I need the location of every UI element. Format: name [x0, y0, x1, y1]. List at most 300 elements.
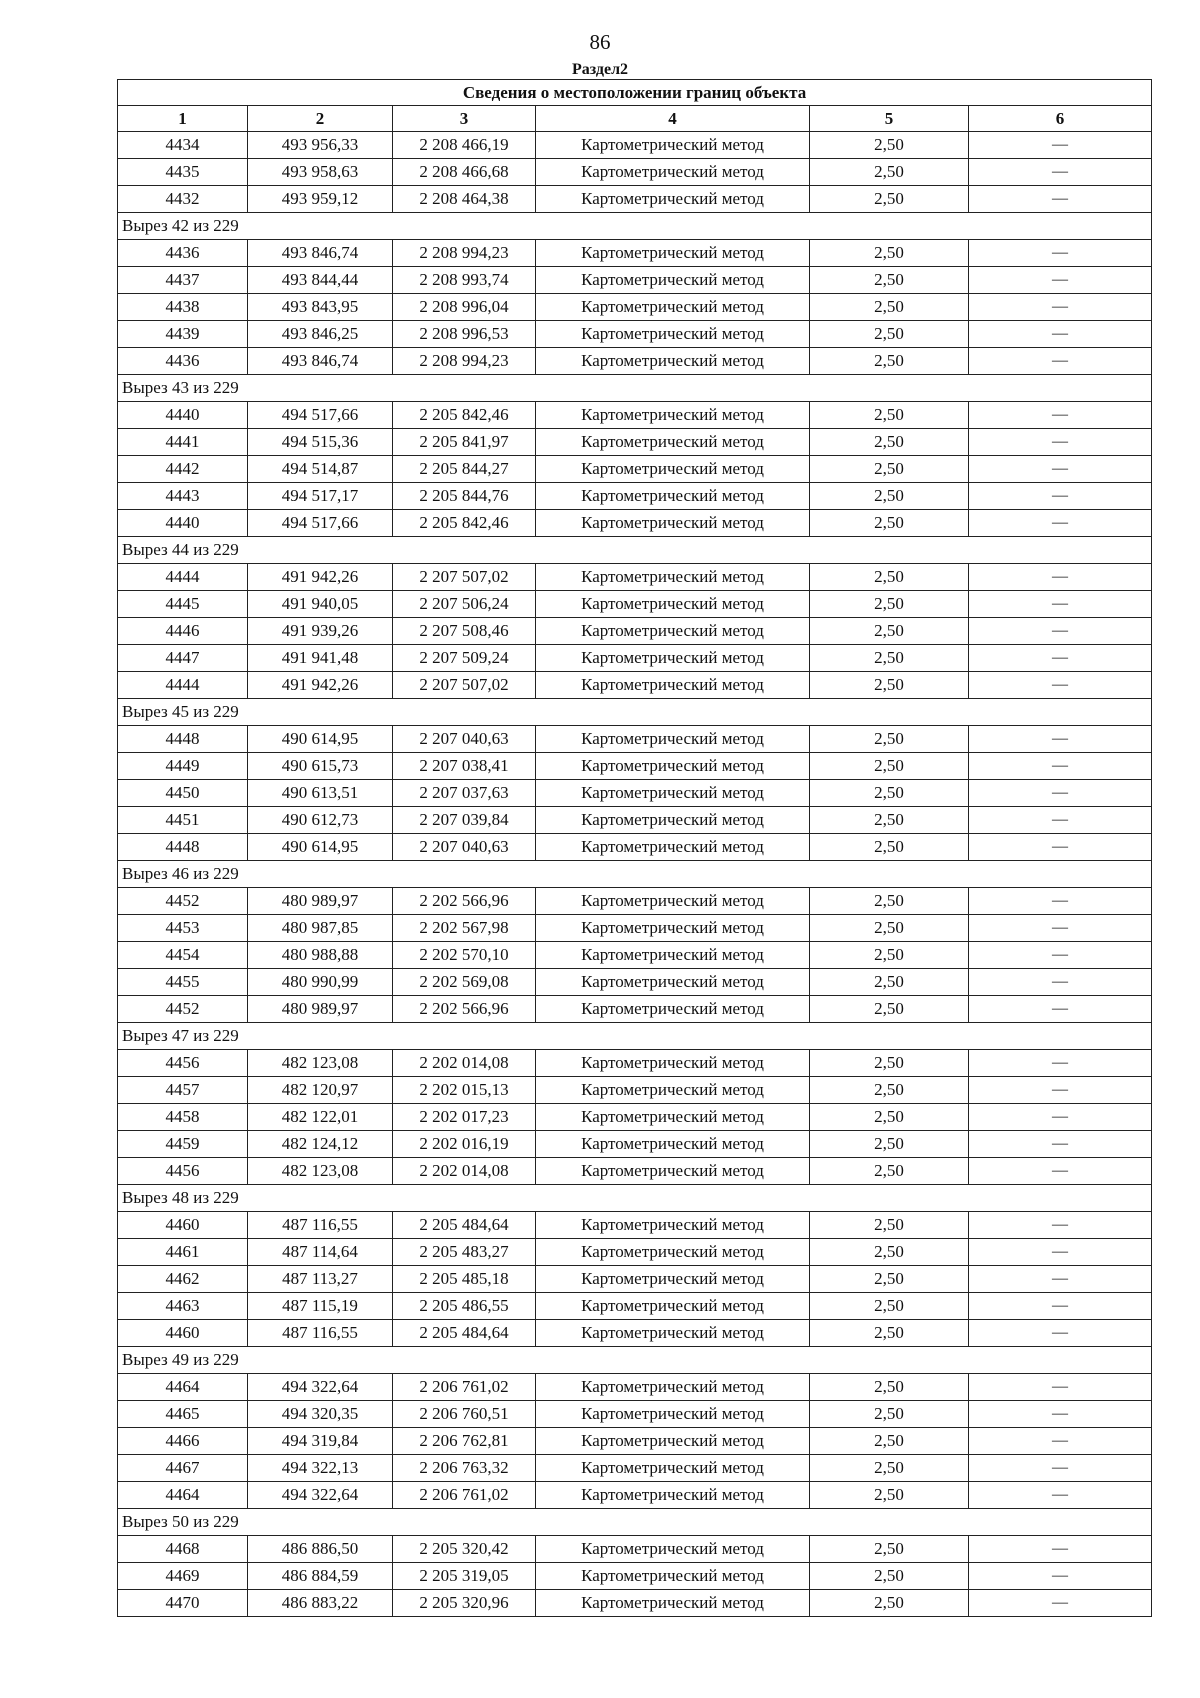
- accuracy-cell: 2,50: [810, 780, 969, 807]
- table-row: [118, 888, 1152, 915]
- description-cell: —: [969, 1050, 1152, 1077]
- x-coordinate-cell: 493 958,63: [248, 159, 393, 186]
- page-number: 86: [589, 30, 611, 54]
- accuracy-cell: 2,50: [810, 402, 969, 429]
- table-row: [118, 483, 1152, 510]
- point-number-cell: 4435: [118, 159, 248, 186]
- method-cell: Картометрический метод: [536, 969, 810, 996]
- point-number-cell: 4460: [118, 1212, 248, 1239]
- group-label: Вырез 49 из 229: [118, 1347, 1152, 1374]
- group-label: Вырез 46 из 229: [118, 861, 1152, 888]
- group-row: [118, 1347, 1152, 1374]
- method-cell: Картометрический метод: [536, 915, 810, 942]
- x-coordinate-cell: 480 990,99: [248, 969, 393, 996]
- x-coordinate-cell: 494 322,13: [248, 1455, 393, 1482]
- y-coordinate-cell: 2 205 484,64: [393, 1320, 536, 1347]
- table-row: [118, 780, 1152, 807]
- point-number-cell: 4443: [118, 483, 248, 510]
- accuracy-cell: 2,50: [810, 456, 969, 483]
- y-coordinate-cell: 2 205 320,42: [393, 1536, 536, 1563]
- method-cell: Картометрический метод: [536, 456, 810, 483]
- method-cell: Картометрический метод: [536, 240, 810, 267]
- accuracy-cell: 2,50: [810, 1158, 969, 1185]
- x-coordinate-cell: 482 120,97: [248, 1077, 393, 1104]
- description-cell: —: [969, 915, 1152, 942]
- x-coordinate-cell: 486 883,22: [248, 1590, 393, 1617]
- table-row: [118, 996, 1152, 1023]
- method-cell: Картометрический метод: [536, 1293, 810, 1320]
- method-cell: Картометрический метод: [536, 1455, 810, 1482]
- accuracy-cell: 2,50: [810, 267, 969, 294]
- y-coordinate-cell: 2 207 509,24: [393, 645, 536, 672]
- description-cell: —: [969, 1428, 1152, 1455]
- x-coordinate-cell: 480 988,88: [248, 942, 393, 969]
- table-row: [118, 834, 1152, 861]
- accuracy-cell: 2,50: [810, 834, 969, 861]
- method-cell: Картометрический метод: [536, 996, 810, 1023]
- point-number-cell: 4436: [118, 240, 248, 267]
- y-coordinate-cell: 2 205 485,18: [393, 1266, 536, 1293]
- description-cell: —: [969, 1266, 1152, 1293]
- x-coordinate-cell: 493 846,74: [248, 348, 393, 375]
- method-cell: Картометрический метод: [536, 1158, 810, 1185]
- description-cell: —: [969, 1293, 1152, 1320]
- group-row: [118, 1509, 1152, 1536]
- method-cell: Картометрический метод: [536, 780, 810, 807]
- x-coordinate-cell: 490 615,73: [248, 753, 393, 780]
- accuracy-cell: 2,50: [810, 1239, 969, 1266]
- method-cell: Картометрический метод: [536, 1212, 810, 1239]
- x-coordinate-cell: 482 122,01: [248, 1104, 393, 1131]
- method-cell: Картометрический метод: [536, 672, 810, 699]
- point-number-cell: 4455: [118, 969, 248, 996]
- point-number-cell: 4460: [118, 1320, 248, 1347]
- table-row: [118, 1293, 1152, 1320]
- group-label: Вырез 47 из 229: [118, 1023, 1152, 1050]
- y-coordinate-cell: 2 202 567,98: [393, 915, 536, 942]
- x-coordinate-cell: 487 114,64: [248, 1239, 393, 1266]
- description-cell: —: [969, 348, 1152, 375]
- point-number-cell: 4468: [118, 1536, 248, 1563]
- x-coordinate-cell: 490 614,95: [248, 726, 393, 753]
- method-cell: Картометрический метод: [536, 402, 810, 429]
- description-cell: —: [969, 1320, 1152, 1347]
- x-coordinate-cell: 493 846,25: [248, 321, 393, 348]
- table-row: [118, 1590, 1152, 1617]
- x-coordinate-cell: 494 517,66: [248, 402, 393, 429]
- y-coordinate-cell: 2 208 996,53: [393, 321, 536, 348]
- description-cell: —: [969, 591, 1152, 618]
- table-row: [118, 1239, 1152, 1266]
- x-coordinate-cell: 480 989,97: [248, 888, 393, 915]
- table-row: [118, 1320, 1152, 1347]
- x-coordinate-cell: 493 956,33: [248, 132, 393, 159]
- x-coordinate-cell: 490 613,51: [248, 780, 393, 807]
- x-coordinate-cell: 487 116,55: [248, 1212, 393, 1239]
- table-row: [118, 1266, 1152, 1293]
- table-row: [118, 132, 1152, 159]
- method-cell: Картометрический метод: [536, 1050, 810, 1077]
- table-row: [118, 1401, 1152, 1428]
- y-coordinate-cell: 2 208 466,19: [393, 132, 536, 159]
- accuracy-cell: 2,50: [810, 1050, 969, 1077]
- y-coordinate-cell: 2 207 506,24: [393, 591, 536, 618]
- group-row: [118, 1185, 1152, 1212]
- point-number-cell: 4454: [118, 942, 248, 969]
- point-number-cell: 4436: [118, 348, 248, 375]
- x-coordinate-cell: 494 319,84: [248, 1428, 393, 1455]
- method-cell: Картометрический метод: [536, 1077, 810, 1104]
- method-cell: Картометрический метод: [536, 807, 810, 834]
- point-number-cell: 4444: [118, 564, 248, 591]
- y-coordinate-cell: 2 205 484,64: [393, 1212, 536, 1239]
- table-row: [118, 1050, 1152, 1077]
- accuracy-cell: 2,50: [810, 1104, 969, 1131]
- point-number-cell: 4463: [118, 1293, 248, 1320]
- table-row: [118, 915, 1152, 942]
- method-cell: Картометрический метод: [536, 186, 810, 213]
- description-cell: —: [969, 1131, 1152, 1158]
- point-number-cell: 4447: [118, 645, 248, 672]
- method-cell: Картометрический метод: [536, 1104, 810, 1131]
- accuracy-cell: 2,50: [810, 1455, 969, 1482]
- table-row: [118, 969, 1152, 996]
- accuracy-cell: 2,50: [810, 807, 969, 834]
- y-coordinate-cell: 2 205 844,27: [393, 456, 536, 483]
- column-header: 1: [118, 106, 248, 132]
- y-coordinate-cell: 2 202 017,23: [393, 1104, 536, 1131]
- column-header: 5: [810, 106, 969, 132]
- group-row: [118, 213, 1152, 240]
- group-label: Вырез 44 из 229: [118, 537, 1152, 564]
- table-row: [118, 294, 1152, 321]
- table-row: [118, 267, 1152, 294]
- point-number-cell: 4440: [118, 402, 248, 429]
- description-cell: —: [969, 1590, 1152, 1617]
- description-cell: —: [969, 402, 1152, 429]
- x-coordinate-cell: 494 517,66: [248, 510, 393, 537]
- y-coordinate-cell: 2 202 566,96: [393, 996, 536, 1023]
- table-row: [118, 1482, 1152, 1509]
- group-label: Вырез 42 из 229: [118, 213, 1152, 240]
- section-title: Раздел2: [571, 61, 629, 78]
- method-cell: Картометрический метод: [536, 618, 810, 645]
- point-number-cell: 4440: [118, 510, 248, 537]
- point-number-cell: 4464: [118, 1374, 248, 1401]
- description-cell: —: [969, 186, 1152, 213]
- table-row: [118, 1212, 1152, 1239]
- description-cell: —: [969, 132, 1152, 159]
- description-cell: —: [969, 996, 1152, 1023]
- point-number-cell: 4449: [118, 753, 248, 780]
- accuracy-cell: 2,50: [810, 1077, 969, 1104]
- description-cell: —: [969, 969, 1152, 996]
- column-header-row: [118, 106, 1152, 132]
- x-coordinate-cell: 487 113,27: [248, 1266, 393, 1293]
- y-coordinate-cell: 2 208 993,74: [393, 267, 536, 294]
- table-row: [118, 942, 1152, 969]
- accuracy-cell: 2,50: [810, 348, 969, 375]
- accuracy-cell: 2,50: [810, 996, 969, 1023]
- accuracy-cell: 2,50: [810, 483, 969, 510]
- point-number-cell: 4469: [118, 1563, 248, 1590]
- accuracy-cell: 2,50: [810, 1563, 969, 1590]
- table-row: [118, 1428, 1152, 1455]
- x-coordinate-cell: 494 322,64: [248, 1482, 393, 1509]
- table-row: [118, 429, 1152, 456]
- x-coordinate-cell: 491 942,26: [248, 672, 393, 699]
- table-row: [118, 753, 1152, 780]
- x-coordinate-cell: 494 514,87: [248, 456, 393, 483]
- accuracy-cell: 2,50: [810, 915, 969, 942]
- x-coordinate-cell: 490 614,95: [248, 834, 393, 861]
- table-row: [118, 321, 1152, 348]
- y-coordinate-cell: 2 206 761,02: [393, 1374, 536, 1401]
- point-number-cell: 4464: [118, 1482, 248, 1509]
- table-row: [118, 1455, 1152, 1482]
- accuracy-cell: 2,50: [810, 1131, 969, 1158]
- x-coordinate-cell: 491 939,26: [248, 618, 393, 645]
- method-cell: Картометрический метод: [536, 1239, 810, 1266]
- accuracy-cell: 2,50: [810, 321, 969, 348]
- y-coordinate-cell: 2 207 040,63: [393, 834, 536, 861]
- column-header: 3: [393, 106, 536, 132]
- y-coordinate-cell: 2 207 508,46: [393, 618, 536, 645]
- description-cell: —: [969, 159, 1152, 186]
- x-coordinate-cell: 490 612,73: [248, 807, 393, 834]
- point-number-cell: 4434: [118, 132, 248, 159]
- description-cell: —: [969, 888, 1152, 915]
- method-cell: Картометрический метод: [536, 888, 810, 915]
- x-coordinate-cell: 486 884,59: [248, 1563, 393, 1590]
- y-coordinate-cell: 2 206 761,02: [393, 1482, 536, 1509]
- x-coordinate-cell: 486 886,50: [248, 1536, 393, 1563]
- point-number-cell: 4446: [118, 618, 248, 645]
- x-coordinate-cell: 482 123,08: [248, 1158, 393, 1185]
- description-cell: —: [969, 240, 1152, 267]
- x-coordinate-cell: 493 844,44: [248, 267, 393, 294]
- x-coordinate-cell: 491 941,48: [248, 645, 393, 672]
- x-coordinate-cell: 493 846,74: [248, 240, 393, 267]
- x-coordinate-cell: 494 515,36: [248, 429, 393, 456]
- description-cell: —: [969, 483, 1152, 510]
- accuracy-cell: 2,50: [810, 753, 969, 780]
- table-row: [118, 402, 1152, 429]
- description-cell: —: [969, 1239, 1152, 1266]
- method-cell: Картометрический метод: [536, 321, 810, 348]
- y-coordinate-cell: 2 208 994,23: [393, 240, 536, 267]
- method-cell: Картометрический метод: [536, 1428, 810, 1455]
- point-number-cell: 4470: [118, 1590, 248, 1617]
- point-number-cell: 4448: [118, 834, 248, 861]
- y-coordinate-cell: 2 207 039,84: [393, 807, 536, 834]
- description-cell: —: [969, 1077, 1152, 1104]
- y-coordinate-cell: 2 207 507,02: [393, 672, 536, 699]
- y-coordinate-cell: 2 202 014,08: [393, 1158, 536, 1185]
- y-coordinate-cell: 2 202 569,08: [393, 969, 536, 996]
- x-coordinate-cell: 482 124,12: [248, 1131, 393, 1158]
- group-row: [118, 1023, 1152, 1050]
- method-cell: Картометрический метод: [536, 348, 810, 375]
- accuracy-cell: 2,50: [810, 510, 969, 537]
- x-coordinate-cell: 494 320,35: [248, 1401, 393, 1428]
- accuracy-cell: 2,50: [810, 1293, 969, 1320]
- description-cell: —: [969, 1482, 1152, 1509]
- method-cell: Картометрический метод: [536, 510, 810, 537]
- y-coordinate-cell: 2 206 760,51: [393, 1401, 536, 1428]
- group-row: [118, 699, 1152, 726]
- method-cell: Картометрический метод: [536, 753, 810, 780]
- y-coordinate-cell: 2 208 996,04: [393, 294, 536, 321]
- y-coordinate-cell: 2 205 486,55: [393, 1293, 536, 1320]
- point-number-cell: 4462: [118, 1266, 248, 1293]
- table-caption-row: [118, 80, 1152, 106]
- method-cell: Картометрический метод: [536, 834, 810, 861]
- accuracy-cell: 2,50: [810, 618, 969, 645]
- method-cell: Картометрический метод: [536, 1563, 810, 1590]
- point-number-cell: 4459: [118, 1131, 248, 1158]
- table-row: [118, 1158, 1152, 1185]
- description-cell: —: [969, 726, 1152, 753]
- description-cell: —: [969, 1212, 1152, 1239]
- point-number-cell: 4457: [118, 1077, 248, 1104]
- table-row: [118, 591, 1152, 618]
- method-cell: Картометрический метод: [536, 1374, 810, 1401]
- method-cell: Картометрический метод: [536, 1266, 810, 1293]
- table-row: [118, 807, 1152, 834]
- method-cell: Картометрический метод: [536, 132, 810, 159]
- point-number-cell: 4452: [118, 996, 248, 1023]
- method-cell: Картометрический метод: [536, 267, 810, 294]
- point-number-cell: 4456: [118, 1158, 248, 1185]
- accuracy-cell: 2,50: [810, 1536, 969, 1563]
- description-cell: —: [969, 618, 1152, 645]
- group-label: Вырез 48 из 229: [118, 1185, 1152, 1212]
- description-cell: —: [969, 429, 1152, 456]
- method-cell: Картометрический метод: [536, 564, 810, 591]
- method-cell: Картометрический метод: [536, 429, 810, 456]
- description-cell: —: [969, 1374, 1152, 1401]
- description-cell: —: [969, 807, 1152, 834]
- accuracy-cell: 2,50: [810, 186, 969, 213]
- y-coordinate-cell: 2 205 320,96: [393, 1590, 536, 1617]
- group-row: [118, 375, 1152, 402]
- table-caption: Сведения о местоположении границ объекта: [118, 80, 1152, 106]
- description-cell: —: [969, 1104, 1152, 1131]
- accuracy-cell: 2,50: [810, 159, 969, 186]
- point-number-cell: 4466: [118, 1428, 248, 1455]
- table-row: [118, 1374, 1152, 1401]
- accuracy-cell: 2,50: [810, 1266, 969, 1293]
- point-number-cell: 4438: [118, 294, 248, 321]
- y-coordinate-cell: 2 208 464,38: [393, 186, 536, 213]
- x-coordinate-cell: 491 942,26: [248, 564, 393, 591]
- point-number-cell: 4439: [118, 321, 248, 348]
- group-row: [118, 537, 1152, 564]
- accuracy-cell: 2,50: [810, 429, 969, 456]
- table-row: [118, 510, 1152, 537]
- y-coordinate-cell: 2 205 844,76: [393, 483, 536, 510]
- x-coordinate-cell: 480 987,85: [248, 915, 393, 942]
- y-coordinate-cell: 2 207 038,41: [393, 753, 536, 780]
- table-row: [118, 645, 1152, 672]
- y-coordinate-cell: 2 207 507,02: [393, 564, 536, 591]
- accuracy-cell: 2,50: [810, 240, 969, 267]
- accuracy-cell: 2,50: [810, 1212, 969, 1239]
- accuracy-cell: 2,50: [810, 564, 969, 591]
- table-row: [118, 672, 1152, 699]
- y-coordinate-cell: 2 202 566,96: [393, 888, 536, 915]
- y-coordinate-cell: 2 206 762,81: [393, 1428, 536, 1455]
- y-coordinate-cell: 2 207 040,63: [393, 726, 536, 753]
- point-number-cell: 4465: [118, 1401, 248, 1428]
- x-coordinate-cell: 487 116,55: [248, 1320, 393, 1347]
- y-coordinate-cell: 2 202 014,08: [393, 1050, 536, 1077]
- x-coordinate-cell: 491 940,05: [248, 591, 393, 618]
- group-label: Вырез 50 из 229: [118, 1509, 1152, 1536]
- description-cell: —: [969, 510, 1152, 537]
- method-cell: Картометрический метод: [536, 294, 810, 321]
- accuracy-cell: 2,50: [810, 1590, 969, 1617]
- column-header: 6: [969, 106, 1152, 132]
- description-cell: —: [969, 564, 1152, 591]
- y-coordinate-cell: 2 205 319,05: [393, 1563, 536, 1590]
- table-row: [118, 726, 1152, 753]
- table-row: [118, 1077, 1152, 1104]
- method-cell: Картометрический метод: [536, 1590, 810, 1617]
- y-coordinate-cell: 2 207 037,63: [393, 780, 536, 807]
- accuracy-cell: 2,50: [810, 1482, 969, 1509]
- accuracy-cell: 2,50: [810, 888, 969, 915]
- point-number-cell: 4452: [118, 888, 248, 915]
- method-cell: Картометрический метод: [536, 483, 810, 510]
- point-number-cell: 4448: [118, 726, 248, 753]
- point-number-cell: 4432: [118, 186, 248, 213]
- method-cell: Картометрический метод: [536, 726, 810, 753]
- x-coordinate-cell: 494 517,17: [248, 483, 393, 510]
- description-cell: —: [969, 780, 1152, 807]
- x-coordinate-cell: 487 115,19: [248, 1293, 393, 1320]
- table-row: [118, 348, 1152, 375]
- point-number-cell: 4450: [118, 780, 248, 807]
- table-row: [118, 456, 1152, 483]
- column-header: 4: [536, 106, 810, 132]
- point-number-cell: 4461: [118, 1239, 248, 1266]
- accuracy-cell: 2,50: [810, 1428, 969, 1455]
- point-number-cell: 4441: [118, 429, 248, 456]
- description-cell: —: [969, 834, 1152, 861]
- method-cell: Картометрический метод: [536, 1131, 810, 1158]
- method-cell: Картометрический метод: [536, 1320, 810, 1347]
- description-cell: —: [969, 942, 1152, 969]
- description-cell: —: [969, 267, 1152, 294]
- point-number-cell: 4451: [118, 807, 248, 834]
- method-cell: Картометрический метод: [536, 1482, 810, 1509]
- y-coordinate-cell: 2 202 570,10: [393, 942, 536, 969]
- description-cell: —: [969, 672, 1152, 699]
- description-cell: —: [969, 1158, 1152, 1185]
- x-coordinate-cell: 493 843,95: [248, 294, 393, 321]
- y-coordinate-cell: 2 202 016,19: [393, 1131, 536, 1158]
- point-number-cell: 4437: [118, 267, 248, 294]
- accuracy-cell: 2,50: [810, 1374, 969, 1401]
- description-cell: —: [969, 294, 1152, 321]
- point-number-cell: 4445: [118, 591, 248, 618]
- method-cell: Картометрический метод: [536, 159, 810, 186]
- point-number-cell: 4458: [118, 1104, 248, 1131]
- description-cell: —: [969, 1401, 1152, 1428]
- table-row: [118, 159, 1152, 186]
